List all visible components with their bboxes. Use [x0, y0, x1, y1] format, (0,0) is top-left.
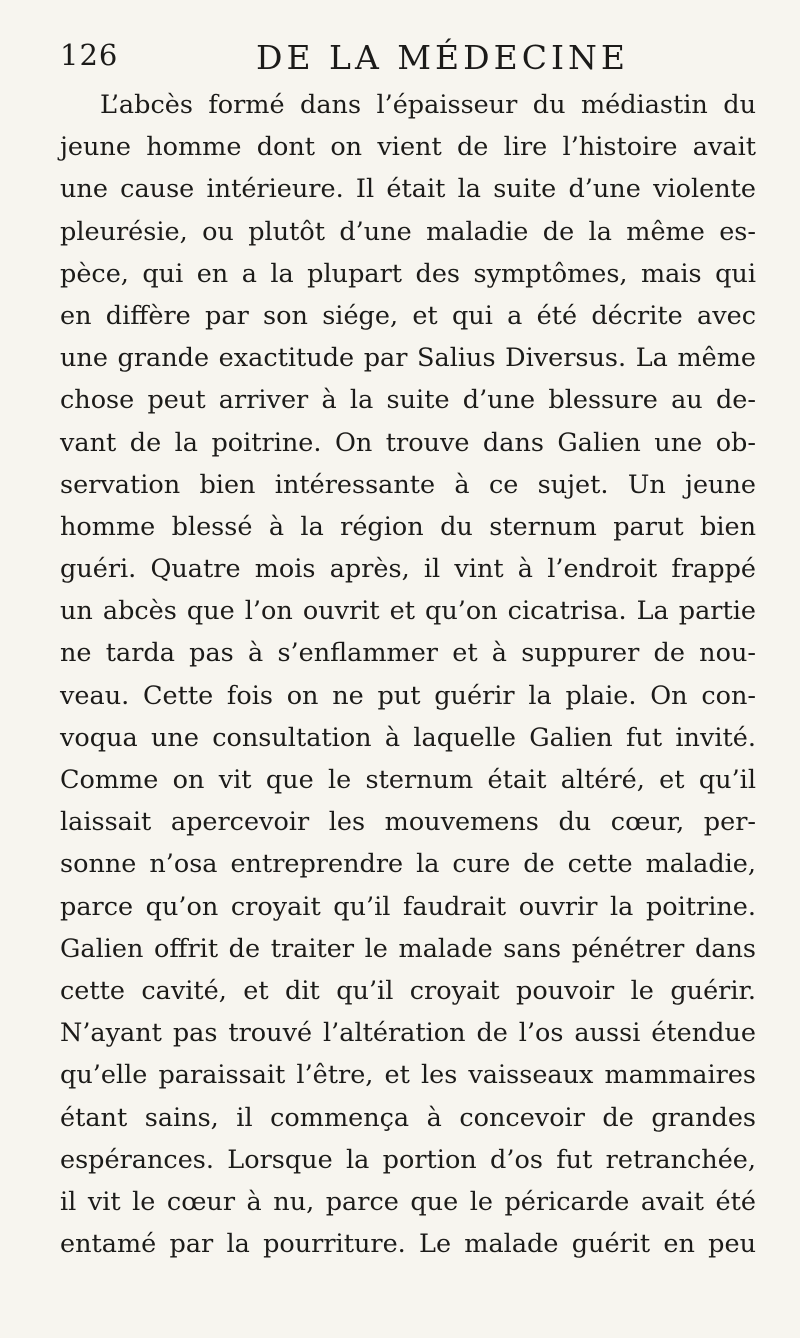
text-line: veau. Cette fois on ne put guérir la plaie. On con- — [60, 680, 756, 711]
text-line: qu’elle paraissait l’être, et les vaisseaux mammaires — [60, 1060, 756, 1091]
text-line: sonne n’osa entreprendre la cure de cette maladie, — [60, 849, 756, 880]
text-line: voqua une consultation à laquelle Galien fut invité. — [60, 722, 756, 753]
text-line: guéri. Quatre mois après, il vint à l’endroit frappé — [60, 554, 756, 585]
text-line: laissait apercevoir les mouvemens du cœur, per- — [60, 807, 756, 838]
body-text — [60, 84, 756, 1265]
text-line: Comme on vit que le sternum était altéré, et qu’il — [60, 765, 756, 795]
page-header — [60, 38, 760, 84]
page-number: 126 — [60, 38, 119, 72]
text-line: jeune homme dont on vient de lire l’histoire avait — [60, 132, 756, 163]
text-line: entamé par la pourriture. Le malade guérit en peu — [60, 1229, 756, 1260]
text-line: homme blessé à la région du sternum parut bien — [60, 511, 756, 542]
text-line: cette cavité, et dit qu’il croyait pouvoir le guérir. — [60, 975, 756, 1006]
text-line: en diffère par son siége, et qui a été décrite avec — [60, 300, 756, 331]
text-line: N’ayant pas trouvé l’altération de l’os aussi étendue — [60, 1018, 756, 1049]
text-line: il vit le cœur à nu, parce que le péricarde avait été — [60, 1186, 756, 1217]
text-line: Galien offrit de traiter le malade sans pénétrer dans — [60, 933, 756, 964]
running-title: DE LA MÉDECINE — [256, 38, 629, 77]
text-line: espérances. Lorsque la portion d’os fut retranchée, — [60, 1144, 756, 1175]
text-line: étant sains, il commença à concevoir de grandes — [60, 1102, 756, 1133]
text-line: un abcès que l’on ouvrit et qu’on cicatrisa. La partie — [60, 596, 756, 627]
text-line: servation bien intéressante à ce sujet. Un jeune — [60, 469, 756, 500]
text-line: ne tarda pas à s’enflammer et à suppurer de nou- — [60, 638, 756, 669]
text-line: une grande exactitude par Salius Diversus. La même — [60, 343, 756, 374]
text-line: une cause intérieure. Il était la suite d’une violente — [60, 174, 756, 205]
text-line: pèce, qui en a la plupart des symptômes, mais qui — [60, 258, 756, 289]
text-line: parce qu’on croyait qu’il faudrait ouvrir la poitrine. — [60, 891, 756, 922]
text-line: chose peut arriver à la suite d’une blessure au de- — [60, 385, 756, 416]
text-line: pleurésie, ou plutôt d’une maladie de la même es- — [60, 216, 756, 247]
text-line: L’abcès formé dans l’épaisseur du médiastin du — [100, 90, 756, 120]
text-line: vant de la poitrine. On trouve dans Galien une ob- — [60, 427, 756, 458]
